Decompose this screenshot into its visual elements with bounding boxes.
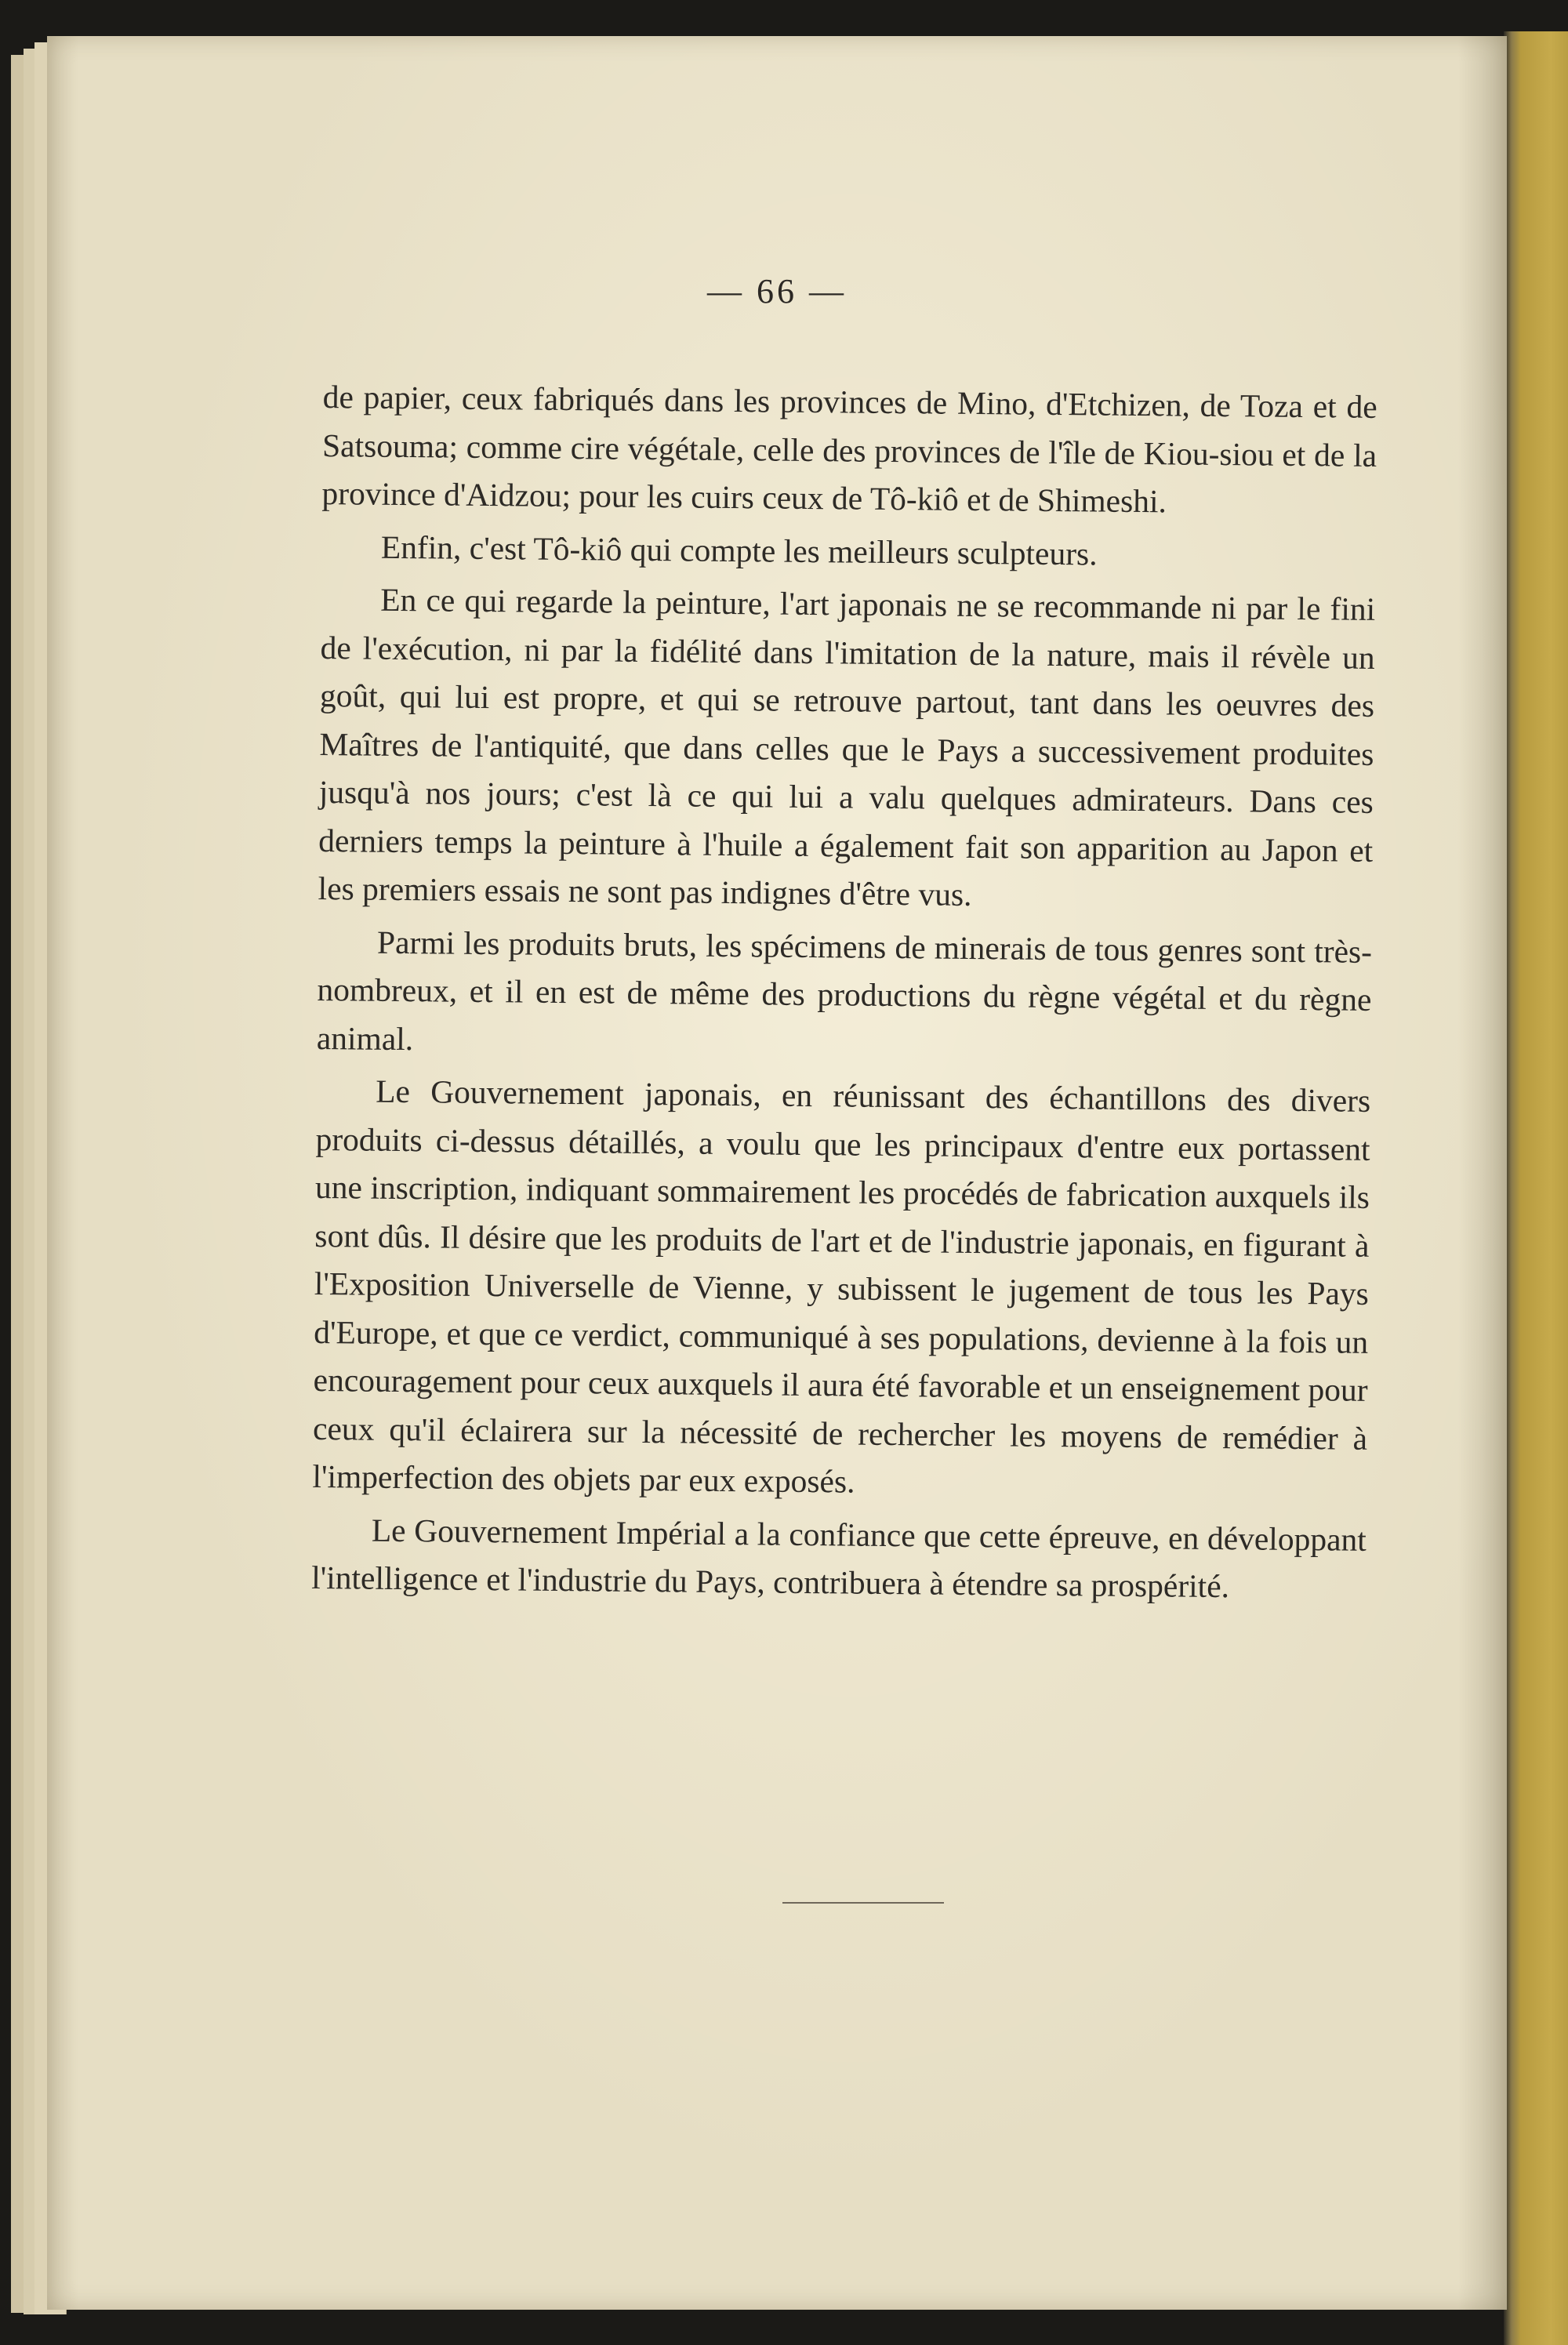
paragraph: Enfin, c'est Tô-kiô qui compte les meilleurs sculpteurs. [380, 528, 1098, 572]
page-body [311, 373, 1377, 1612]
closing-rule [782, 1902, 944, 1904]
paragraph: Le Gouvernement japonais, en réunissant des échantillons des divers produits ci-dessus détaillés, a voulu que les principaux d'entre eux portassent une inscription, indiquant sommairement les procédés de fabrication auxquels ils sont dûs. Il désire que les produits de l'art et de l'industrie japonais, en figurant à l'Exposition Universelle de Vienne, y subissent le jugement de tous les Pays d'Europe, et que ce verdict, communiqué à ses populations, devienne à la fois un encouragement pour ceux auxquels il aura été favorable et un enseignement pour ceux qu'il éclairera sur la nécessité de rechercher les moyens de remédier à l'imperfection des objets par eux exposés. [312, 1073, 1371, 1500]
paragraph: Le Gouvernement Impérial a la confiance que cette épreuve, en développant l'intelligence et l'industrie du Pays, contribuera à étendre sa prospérité. [311, 1512, 1367, 1605]
paragraph: En ce qui regarde la peinture, l'art japonais ne se recommande ni par le fini de l'exécution, ni par la fidélité dans l'imitation de la nature, mais il révèle un goût, qui lui est propre, et qui se retrouve partout, tant dans les oeuvres des Maîtres de l'antiquité, que dans celles que le Pays a successivement produites jusqu'à nos jours; c'est là ce qui lui a valu quelques admirateurs. Dans ces derniers temps la peinture à l'huile a également fait son apparition au Japon et les premiers essais ne sont pas indignes d'être vus. [318, 581, 1376, 913]
paragraph: de papier, ceux fabriqués dans les provinces de Mino, d'Etchizen, de Toza et de Satsouma; comme cire végétale, celle des provinces de l'île de Kiou-siou et de la province d'Aidzou; pour les cuirs ceux de Tô-kiô et de Shimeshi. [321, 378, 1377, 520]
facing-page-edge [1504, 31, 1568, 2345]
book-page [47, 36, 1507, 2310]
page-number: — 66 — [707, 272, 847, 310]
paragraph: Parmi les produits bruts, les spécimens de minerais de tous genres sont très-nombreux, et il en est de même des productions du règne végétal et du règne animal. [316, 924, 1373, 1057]
